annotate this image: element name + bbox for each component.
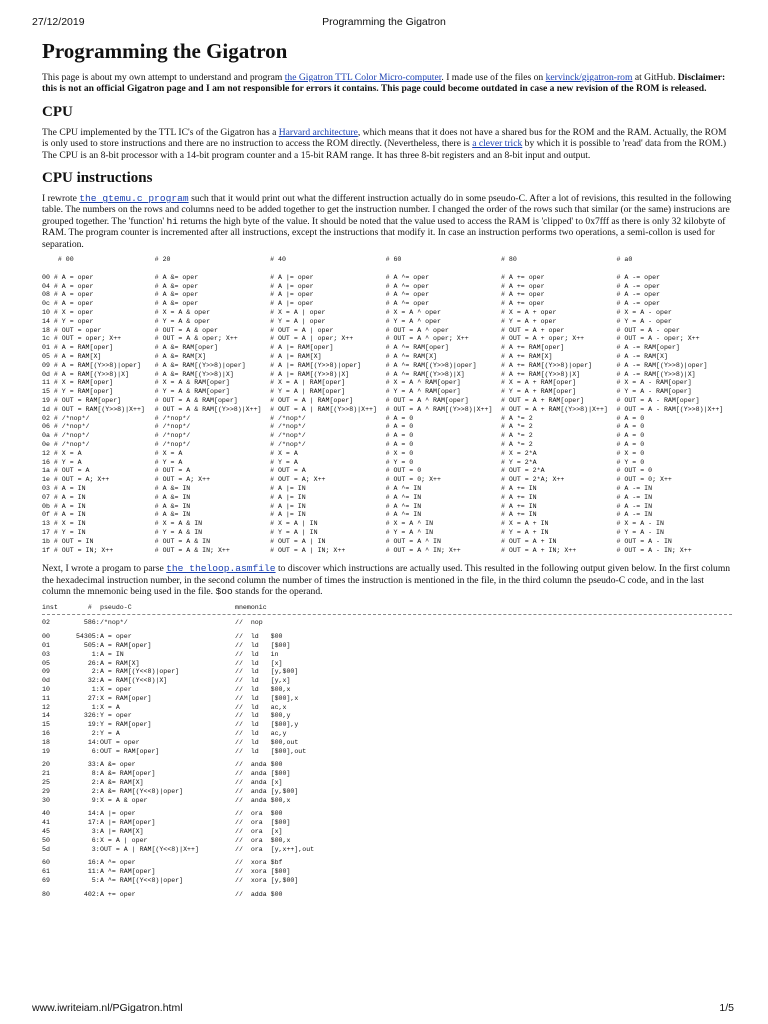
table-row <box>42 423 732 432</box>
usage-row: 14 326: Y = oper // ld $00,y <box>42 712 291 720</box>
usage-row: 61 11: A ^= RAM[oper] // xora [$00] <box>42 868 291 876</box>
table-cell: 1b # OUT = IN <box>42 537 94 545</box>
table-cell: # A += oper <box>501 273 545 281</box>
column-header: # 00 <box>42 256 74 264</box>
table-cell: # X = A + oper <box>501 309 557 317</box>
table-cell: # OUT = A + RAM[(Y>>8)|X++] <box>501 405 608 413</box>
column-header: # 80 <box>501 256 517 264</box>
table-cell: # A *= 2 <box>501 423 533 431</box>
table-row <box>42 318 732 327</box>
gtemu-link[interactable]: the gtemu.c program <box>79 193 189 205</box>
table-cell: 00 # A = oper <box>42 273 94 281</box>
usage-row: 18 14: OUT = oper // ld $00,out <box>42 738 299 746</box>
table-cell: # OUT = A + IN <box>501 537 557 545</box>
table-cell: # A &= IN <box>154 493 191 501</box>
table-cell: # A = 0 <box>616 441 645 448</box>
table-cell: # A |= oper <box>270 282 314 290</box>
table-cell: # A -= IN <box>616 502 653 510</box>
usage-row: 30 9: X = A & oper // anda $00,x <box>42 796 291 804</box>
table-row <box>42 450 732 459</box>
table-cell: 12 # X = A <box>42 449 82 457</box>
table-cell: # Y = 0 <box>616 458 645 466</box>
table-cell: # Y = A + RAM[oper] <box>501 388 577 396</box>
usage-row: 03 1: A = IN // ld in <box>42 650 279 658</box>
table-cell: # Y = A & IN <box>154 528 203 536</box>
table-cell: # A ^= RAM[(Y>>8)|X] <box>385 370 465 378</box>
table-cell: # A &= oper <box>154 273 199 281</box>
usage-row: 45 3: A |= RAM[X] // ora [x] <box>42 827 283 835</box>
usage-row: 40 14: A |= oper // ora $00 <box>42 810 283 818</box>
usage-row: 05 26: A = RAM[X] // ld [x] <box>42 659 283 667</box>
table-cell: 16 # Y = A <box>42 458 82 466</box>
table-cell: # X = A - RAM[oper] <box>616 379 692 387</box>
table-row <box>42 511 732 520</box>
table-cell: # Y = A <box>270 458 298 466</box>
table-cell: # /*nop*/ <box>154 432 191 440</box>
table-cell: # A -= RAM[X] <box>616 353 668 361</box>
usage-paragraph: Next, I wrote a progam to parse the theloop.asmfile to discover which instructions are actually used. This resulted in the following output given below. In the first column the hexadecimal instruction number, in the second column the number of times the instruction is mentioned in the file, in the third column the pseudo-C code, and in the last column the mnemonic being used in the file. $oo stands for the operand. <box>42 563 731 598</box>
table-cell: # Y = A - RAM[oper] <box>616 388 692 396</box>
table-cell: # Y = A + oper <box>501 317 557 325</box>
print-header <box>24 16 744 30</box>
usage-row: 10 1: X = oper // ld $00,x <box>42 685 291 693</box>
table-row <box>42 538 732 547</box>
table-cell: # A -= oper <box>616 291 660 299</box>
table-row <box>42 344 732 353</box>
table-cell: # OUT = 0; X++ <box>616 476 672 484</box>
table-cell: # A = 0 <box>385 414 414 422</box>
usage-row: 11 27: X = RAM[oper] // ld [$00],x <box>42 694 299 702</box>
table-cell: # A = 0 <box>616 414 645 422</box>
print-url: www.iwriteiam.nl/PGigatron.html <box>32 1002 183 1014</box>
table-cell: # OUT = A | RAM[oper] <box>270 397 354 405</box>
print-footer <box>24 1002 744 1016</box>
table-cell: 10 # X = oper <box>42 309 94 317</box>
usage-row: 69 5: A ^= RAM[(Y<<8)|oper] // xora [y,$00] <box>42 876 299 884</box>
gigatron-link[interactable]: the Gigatron TTL Color Micro-computer <box>284 72 442 83</box>
table-cell: 11 # X = RAM[oper] <box>42 379 114 387</box>
table-cell: # X = 0 <box>616 449 645 457</box>
table-cell: # A |= RAM[X] <box>270 353 322 361</box>
table-cell: # A -= IN <box>616 511 653 519</box>
table-cell: # A = 0 <box>385 423 414 431</box>
gigatron-rom-link[interactable]: kervinck/gigatron-rom <box>545 72 633 83</box>
table-row <box>42 397 732 406</box>
table-cell: # A |= IN <box>270 502 306 510</box>
table-cell: # A |= oper <box>270 273 314 281</box>
table-cell: # X = A ^ oper <box>385 309 441 317</box>
table-cell: # A ^= oper <box>385 282 430 290</box>
table-cell: # A -= RAM[oper] <box>616 344 680 352</box>
table-cell: 17 # Y = IN <box>42 528 86 536</box>
table-cell: # OUT = 0; X++ <box>385 476 441 484</box>
table-cell: # A ^= RAM[X] <box>385 353 438 361</box>
usage-row: 25 2: A &= RAM[X] // anda [x] <box>42 778 283 786</box>
table-cell: # OUT = A | oper; X++ <box>270 335 354 343</box>
table-cell: # A *= 2 <box>501 432 533 440</box>
table-cell: 06 # /*nop*/ <box>42 423 90 431</box>
usage-row: 16 2: Y = A // ld ac,y <box>42 729 287 737</box>
table-cell: # OUT = A - RAM[(Y>>8)|X++] <box>616 405 724 413</box>
table-cell: # A += RAM[(Y>>8)|oper] <box>501 361 593 369</box>
table-cell: 1d # OUT = RAM[(Y>>8)|X++] <box>42 405 145 413</box>
table-cell: # X = A ^ RAM[oper] <box>385 379 461 387</box>
table-row <box>42 432 732 441</box>
print-title: Programming the Gigatron <box>322 16 446 28</box>
table-cell: # A &= RAM[oper] <box>154 344 218 352</box>
table-cell: # A |= IN <box>270 511 306 519</box>
table-cell: # OUT = A | IN <box>270 537 326 545</box>
table-cell: # OUT = 0 <box>385 467 422 475</box>
table-cell: # A *= 2 <box>501 414 533 422</box>
table-cell: # A += oper <box>501 291 545 299</box>
table-cell: # /*nop*/ <box>270 432 306 440</box>
table-cell: # X = A | IN <box>270 520 318 528</box>
usage-row: 50 6: X = A | oper // ora $00,x <box>42 836 291 844</box>
table-cell: # /*nop*/ <box>154 423 191 431</box>
table-cell: # OUT = A - IN; X++ <box>616 546 692 554</box>
harvard-link[interactable]: Harvard architecture <box>278 126 358 138</box>
table-cell: 01 # A = RAM[oper] <box>42 344 114 352</box>
table-row <box>42 406 732 415</box>
table-row <box>42 476 732 485</box>
table-cell: 07 # A = IN <box>42 493 86 501</box>
table-row <box>42 494 732 503</box>
table-cell: # X = A | oper <box>270 309 326 317</box>
disclaimer: Disclaimer: this is not an official Gigatron page and I am not responsible for errors it contains. This page could become outdated in case a new revision of the ROM is released. <box>42 72 726 95</box>
table-cell: # A |= oper <box>270 300 314 308</box>
table-cell: # A &= oper <box>154 291 199 299</box>
table-row <box>42 274 732 283</box>
table-row <box>42 353 732 362</box>
table-cell: # OUT = A & RAM[oper] <box>154 397 238 405</box>
cpu-paragraph: The CPU implemented by the TTL IC's of the Gigatron has a Harvard architecture, which means that it does not have a shared bus for the ROM and the RAM. Actually, the ROM is only used to store instructions and there are no instruction to access the ROM directly. (Nevertheless, there is a clever trick by which it is possible to 'read' data from the ROM.) The CPU is an 8-bit processor with a 14-bit program counter and a 15-bit RAM range. It has three 8-bit registers and an 8-bit input and output. <box>42 126 727 161</box>
table-cell: 1c # OUT = oper; X++ <box>42 335 122 343</box>
table-cell: # OUT = A - IN <box>616 537 672 545</box>
table-cell: # A += RAM[X] <box>501 353 553 361</box>
table-cell: # OUT = A <box>270 467 306 475</box>
usage-row: 21 8: A &= RAM[oper] // anda [$00] <box>42 770 291 778</box>
table-cell: 15 # Y = RAM[oper] <box>42 388 114 396</box>
table-cell: # OUT = A | oper <box>270 326 334 334</box>
table-cell: # A ^= RAM[(Y>>8)|oper] <box>385 361 477 369</box>
table-cell: # Y = 0 <box>385 458 414 466</box>
table-row <box>42 415 732 424</box>
table-cell: # A -= IN <box>616 493 653 501</box>
usage-row: 15 19: Y = RAM[oper] // ld [$00],y <box>42 721 299 729</box>
table-row <box>42 520 732 529</box>
table-row <box>42 283 732 292</box>
table-cell: # OUT = A + oper; X++ <box>501 335 585 343</box>
table-cell: # Y = A ^ oper <box>385 317 441 325</box>
table-cell: # A += oper <box>501 282 545 290</box>
table-cell: # /*nop*/ <box>154 441 191 448</box>
table-cell: # A |= RAM[(Y>>8)|X] <box>270 370 350 378</box>
instruction-grid <box>42 256 732 555</box>
table-cell: # A += oper <box>501 300 545 308</box>
table-row <box>42 309 732 318</box>
table-cell: # OUT = A - oper <box>616 326 680 334</box>
table-cell: # Y = A + IN <box>501 528 549 536</box>
usage-row: 09 2: A = RAM[(Y<<8)|oper] // ld [y,$00] <box>42 668 299 676</box>
table-row <box>42 467 732 476</box>
table-cell: # A ^= oper <box>385 291 430 299</box>
table-cell: # X = A | RAM[oper] <box>270 379 346 387</box>
table-cell: # A += RAM[oper] <box>501 344 565 352</box>
table-row <box>42 300 732 309</box>
table-row <box>42 547 732 556</box>
table-cell: # A &= IN <box>154 511 191 519</box>
table-cell: # X = A ^ IN <box>385 520 434 528</box>
usage-row: 12 1: X = A // ld ac,x <box>42 703 287 711</box>
table-cell: # A &= IN <box>154 484 191 492</box>
table-cell: # OUT = A ^ oper; X++ <box>385 335 469 343</box>
table-cell: # /*nop*/ <box>270 441 306 448</box>
table-cell: # X = A + RAM[oper] <box>501 379 577 387</box>
table-row <box>42 379 732 388</box>
table-cell: # A -= RAM[(Y>>8)|oper] <box>616 361 708 369</box>
table-cell: 1a # OUT = A <box>42 467 90 475</box>
usage-row: 29 2: A &= RAM[(Y<<8)|oper] // anda [y,$00] <box>42 787 299 795</box>
usage-row: 41 17: A |= RAM[oper] // ora [$00] <box>42 819 291 827</box>
table-cell: # OUT = 2*A <box>501 467 545 475</box>
table-cell: # OUT = A ^ RAM[(Y>>8)|X++] <box>385 405 493 413</box>
table-cell: # A |= oper <box>270 291 314 299</box>
column-header: # 60 <box>385 256 402 264</box>
table-cell: # A ^= RAM[oper] <box>385 344 449 352</box>
table-cell: # OUT = A - RAM[oper] <box>616 397 700 405</box>
table-cell: # A -= oper <box>616 300 660 308</box>
table-cell: # X = A - oper <box>616 309 672 317</box>
table-cell: # Y = A - oper <box>616 317 672 325</box>
table-cell: 0f # A = IN <box>42 511 86 519</box>
usage-row: 80 402: A += oper // adda $00 <box>42 890 283 898</box>
table-cell: # A &= RAM[X] <box>154 353 207 361</box>
table-cell: # /*nop*/ <box>270 423 306 431</box>
table-cell: # OUT = A ^ oper <box>385 326 449 334</box>
table-cell: # A ^= IN <box>385 484 422 492</box>
table-cell: # A ^= IN <box>385 502 422 510</box>
table-row <box>42 371 732 380</box>
table-cell: # OUT = A & IN <box>154 537 211 545</box>
table-cell: 05 # A = RAM[X] <box>42 353 102 361</box>
table-cell: 19 # OUT = RAM[oper] <box>42 397 122 405</box>
table-cell: # OUT = A + RAM[oper] <box>501 397 585 405</box>
table-cell: # Y = A ^ RAM[oper] <box>385 388 461 396</box>
table-cell: 08 # A = oper <box>42 291 94 299</box>
table-cell: # A &= RAM[(Y>>8)|X] <box>154 370 234 378</box>
table-row <box>42 485 732 494</box>
table-cell: # Y = A | RAM[oper] <box>270 388 346 396</box>
table-cell: # A += RAM[(Y>>8)|X] <box>501 370 581 378</box>
table-cell: # OUT = A <box>154 467 191 475</box>
table-cell: # OUT = A ^ RAM[oper] <box>385 397 469 405</box>
table-cell: # Y = A & oper <box>154 317 211 325</box>
table-cell: # A += IN <box>501 502 537 510</box>
separator <box>42 614 732 616</box>
table-cell: # A |= IN <box>270 484 306 492</box>
table-cell: # OUT = A | IN; X++ <box>270 546 346 554</box>
table-cell: 0c # A = oper <box>42 300 94 308</box>
table-cell: # Y = A - IN <box>616 528 664 536</box>
table-cell: # X = A + IN <box>501 520 549 528</box>
table-cell: # OUT = A; X++ <box>154 476 211 484</box>
table-cell: # A &= oper <box>154 282 199 290</box>
table-cell: # A -= RAM[(Y>>8)|X] <box>616 370 696 378</box>
table-cell: 0a # /*nop*/ <box>42 432 90 440</box>
page-title: Programming the Gigatron <box>42 39 288 63</box>
table-cell: # OUT = 2*A; X++ <box>501 476 565 484</box>
table-cell: # OUT = A | RAM[(Y>>8)|X++] <box>270 405 377 413</box>
table-cell: # A = 0 <box>385 432 414 440</box>
usage-row: 19 6: OUT = RAM[oper] // ld [$00],out <box>42 747 307 755</box>
table-cell: # OUT = A + IN; X++ <box>501 546 577 554</box>
table-cell: # A |= IN <box>270 493 306 501</box>
table-cell: # A -= oper <box>616 282 660 290</box>
instructions-heading: CPU instructions <box>42 170 153 187</box>
table-cell: # A &= oper <box>154 300 199 308</box>
table-cell: 1e # OUT = A; X++ <box>42 476 110 484</box>
column-header: # 20 <box>154 256 171 264</box>
table-row <box>42 529 732 538</box>
table-row <box>42 291 732 300</box>
instructions-paragraph: I rewrote the gtemu.c program such that it would print out what the different instruction actually do in some pseudo-C. After a lot of revisions, this resulted in the following table. The numbers on the rows and columns need to be added together to get the instruction number. I changed the order of the rows such that similar (or the same) instrucions are grouped together. The 'function' hi returns the high byte of the value. It should be noted that the value used to access the RAM is 'clipped' to 0x7fff as there is only 32 kilobyte of RAM. The program counter is incremented after all instructions, except the instructions that modify it. In case an instruction performs two operations, a semi-collon is used for separation. <box>42 193 732 250</box>
table-cell: # A ^= IN <box>385 511 422 519</box>
table-cell: # OUT = A ^ IN; X++ <box>385 546 461 554</box>
table-cell: # OUT = 0 <box>616 467 653 475</box>
page-content <box>42 38 732 899</box>
table-cell: # A &= IN <box>154 502 191 510</box>
table-cell: # OUT = A; X++ <box>270 476 326 484</box>
table-cell: # Y = A ^ IN <box>385 528 434 536</box>
table-cell: 02 # /*nop*/ <box>42 414 90 422</box>
usage-row: 02 586: /*nop*/ // nop <box>42 619 263 627</box>
table-cell: 14 # Y = oper <box>42 317 94 325</box>
table-row <box>42 459 732 468</box>
table-cell: # A |= RAM[oper] <box>270 344 334 352</box>
table-cell: # X = A <box>270 449 298 457</box>
table-cell: # X = 0 <box>385 449 414 457</box>
intro-paragraph: This page is about my own attempt to understand and program the Gigatron TTL Color Micro-computer. I made use of the files on kervinck/gigatron-rom at GitHub. Disclaimer: this is not an official Gigatron page and I am not responsible for errors it contains. This page could become outdated in case a new revision of the ROM is released. <box>42 72 726 95</box>
table-row <box>42 327 732 336</box>
usage-row: 20 33: A &= oper // anda $00 <box>42 761 283 769</box>
table-cell: 04 # A = oper <box>42 282 94 290</box>
table-cell: # X = A & RAM[oper] <box>154 379 230 387</box>
table-cell: # X = A & oper <box>154 309 211 317</box>
table-cell: # A += IN <box>501 484 537 492</box>
table-cell: # A = 0 <box>616 432 645 440</box>
table-cell: 09 # A = RAM[(Y>>8)|oper] <box>42 361 141 369</box>
table-cell: # X = A - IN <box>616 520 664 528</box>
table-cell: # A &= RAM[(Y>>8)|oper] <box>154 361 246 369</box>
clever-trick-link[interactable]: a clever trick <box>472 138 523 150</box>
usage-listing <box>42 604 732 900</box>
page-number: 1/5 <box>719 1002 734 1014</box>
table-cell: # Y = A | oper <box>270 317 326 325</box>
instruction-table <box>42 256 732 555</box>
table-cell: # OUT = A & IN; X++ <box>154 546 230 554</box>
column-header: # 40 <box>270 256 286 264</box>
table-cell: # /*nop*/ <box>270 414 306 422</box>
table-cell: # Y = 2*A <box>501 458 537 466</box>
table-cell: 03 # A = IN <box>42 484 86 492</box>
usage-header: inst # pseudo-C mnemonic <box>42 603 267 611</box>
table-cell: # A = 0 <box>616 423 645 431</box>
table-row <box>42 503 732 512</box>
usage-row: 5d 3: OUT = A | RAM[(Y<<8)|X++] // ora [y,x++],out <box>42 845 315 853</box>
table-cell: 0e # /*nop*/ <box>42 441 90 448</box>
table-cell: 0b # A = IN <box>42 502 86 510</box>
table-row <box>42 441 732 450</box>
column-header: # a0 <box>616 256 633 264</box>
table-cell: # A += IN <box>501 493 537 501</box>
table-cell: 1f # OUT = IN; X++ <box>42 546 114 554</box>
table-row <box>42 362 732 371</box>
table-cell: # OUT = A ^ IN <box>385 537 441 545</box>
table-cell: # Y = A & RAM[oper] <box>154 388 230 396</box>
table-cell: # X = 2*A <box>501 449 537 457</box>
table-cell: # X = A <box>154 449 183 457</box>
table-cell: 13 # X = IN <box>42 520 86 528</box>
theloop-link[interactable]: the theloop.asmfile <box>166 563 276 575</box>
table-row <box>42 388 732 397</box>
table-cell: # Y = A | IN <box>270 528 318 536</box>
usage-row: 00 54305: A = oper // ld $00 <box>42 633 283 641</box>
table-cell: # Y = A <box>154 458 183 466</box>
table-cell: # A ^= oper <box>385 273 430 281</box>
table-cell: # A = 0 <box>385 441 414 448</box>
table-row <box>42 335 732 344</box>
table-cell: # OUT = A + oper <box>501 326 565 334</box>
print-date: 27/12/2019 <box>32 16 85 28</box>
table-cell: # OUT = A & RAM[(Y>>8)|X++] <box>154 405 262 413</box>
table-cell: 18 # OUT = oper <box>42 326 102 334</box>
table-cell: # A ^= IN <box>385 493 422 501</box>
usage-row: 0d 32: A = RAM[(Y<<8)|X] // ld [y,x] <box>42 677 291 685</box>
table-cell: 0d # A = RAM[(Y>>8)|X] <box>42 370 130 378</box>
usage-row: 01 505: A = RAM[oper] // ld [$00] <box>42 641 291 649</box>
table-cell: # OUT = A & oper <box>154 326 218 334</box>
table-cell: # A += IN <box>501 511 537 519</box>
table-cell: # /*nop*/ <box>154 414 191 422</box>
table-cell: # A *= 2 <box>501 441 533 448</box>
table-cell: # A ^= oper <box>385 300 430 308</box>
table-cell: # OUT = A - oper; X++ <box>616 335 700 343</box>
table-cell: # X = A & IN <box>154 520 203 528</box>
usage-row: 60 16: A ^= oper // xora $bf <box>42 859 283 867</box>
cpu-heading: CPU <box>42 103 73 120</box>
instruction-table-header <box>42 256 732 274</box>
table-cell: # OUT = A & oper; X++ <box>154 335 238 343</box>
table-cell: # A -= oper <box>616 273 660 281</box>
table-cell: # A -= IN <box>616 484 653 492</box>
table-cell: # A |= RAM[(Y>>8)|oper] <box>270 361 362 369</box>
